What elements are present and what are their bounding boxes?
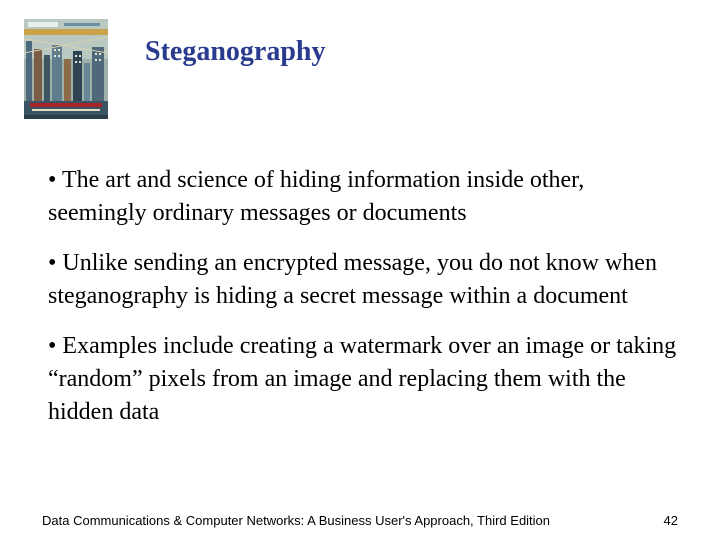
bullet-list bbox=[48, 164, 688, 446]
bullet-marker: • bbox=[48, 333, 57, 359]
bullet-text: Examples include creating a watermark over an image or taking “random” pixels from an image and replacing them with the hidden data bbox=[48, 333, 677, 425]
bullet-marker: • bbox=[48, 250, 57, 276]
footer-text: Data Communications & Computer Networks: A Business User's Approach, Third Edition bbox=[42, 513, 551, 528]
book-cover-image bbox=[24, 19, 108, 119]
bullet-item bbox=[48, 330, 688, 429]
bullet-item bbox=[48, 164, 688, 230]
bullet-marker: • bbox=[48, 167, 57, 193]
page-number: 42 bbox=[663, 513, 678, 528]
slide-title: Steganography bbox=[145, 36, 326, 67]
bullet-item bbox=[48, 247, 688, 313]
bullet-text: The art and science of hiding information inside other, seemingly ordinary messages or documents bbox=[48, 167, 585, 226]
bullet-text: Unlike sending an encrypted message, you do not know when steganography is hiding a secret message within a document bbox=[48, 250, 657, 309]
